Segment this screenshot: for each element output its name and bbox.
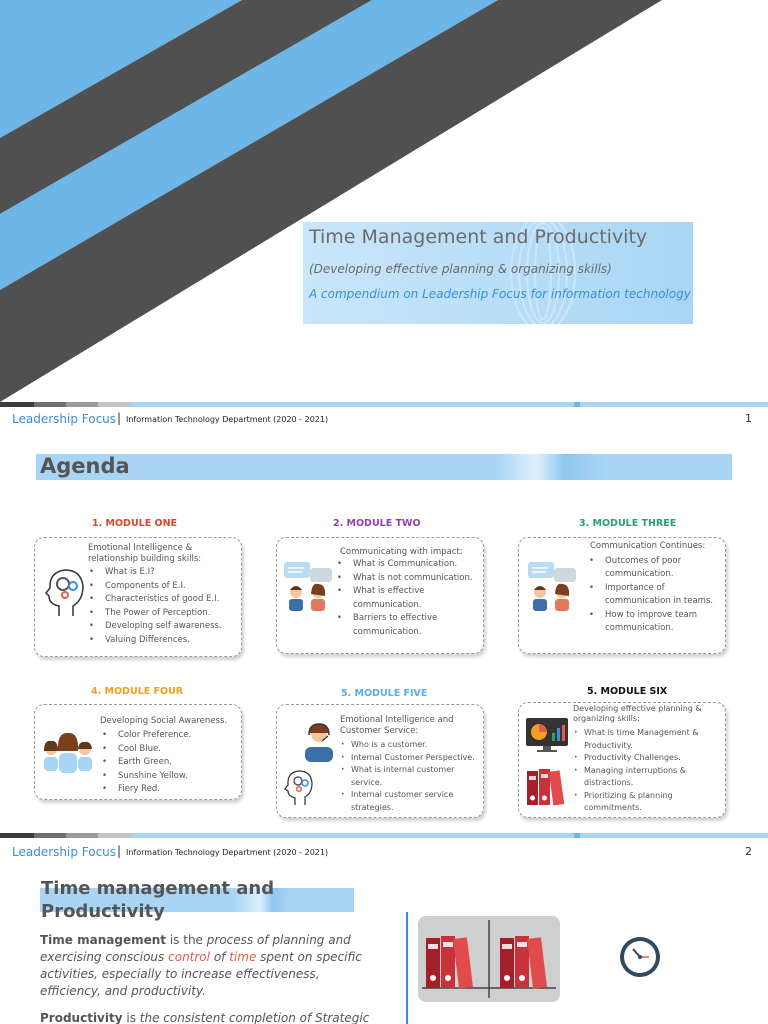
list-item: • What is time Management & Productivity. [573,727,725,752]
highlight-control: control [168,950,210,964]
list-item: • What is not communication. [335,572,483,586]
list-item: • What is effective communication. [335,585,483,612]
presentation-subtitle: (Developing effective planning & organizing skills) [309,262,612,276]
module-one-card [34,537,242,657]
customer-service-icon [299,721,339,763]
module-five-title: 5. MODULE FIVE [341,688,428,699]
conversation-people-icon [282,560,336,614]
agenda-slide [0,430,768,832]
title-slide [0,0,768,402]
list-item: • Cool Blue. [100,743,240,757]
module-five-lead: Emotional Intelligence and Customer Service: [340,715,454,736]
module-five-list [340,739,485,814]
footer-separator: | [117,844,122,858]
module-three-card [518,537,726,654]
agenda-title: Agenda [40,454,130,478]
term: Productivity [40,1011,123,1024]
conversation-people-icon [526,560,580,614]
slide-footer [0,410,768,430]
team-people-icon [39,729,97,775]
footer-separator: | [117,411,122,425]
list-item: • Outcomes of poor communication. [587,555,727,582]
module-six-lead: Developing effective planning & organizing skills: [573,704,702,723]
list-item: • What is E.I? [87,566,242,580]
list-item: • Importance of communication in teams. [587,582,727,609]
dashboard-monitor-icon [525,717,569,753]
module-three-title: 3. MODULE THREE [579,518,677,529]
productivity-definition: Productivity is the consistent completion of Strategic [40,1011,370,1024]
footer-brand: Leadership Focus [12,412,117,426]
section-title: Time management and Productivity [41,878,275,922]
module-four-list [100,729,240,797]
module-three-list [587,555,727,635]
presentation-tagline: A compendium on Leadership Focus for information technology [309,287,691,301]
module-six-title: 5. MODULE SIX [587,686,668,697]
term: Time management [40,933,167,947]
module-one-lead: Emotional Intelligence & relationship building skills: [88,543,202,564]
module-two-list [335,558,483,639]
footer-department: Information Technology Department (2020 - 2021) [126,848,329,857]
module-five-card [276,704,484,818]
list-item: • Characteristics of good E.I. [87,593,242,607]
module-two-lead: Communicating with impact: [340,547,463,557]
list-item: • Prioritizing & planning commitments. [573,790,725,815]
list-item: • What is Communication. [335,558,483,572]
highlight-time: time [229,950,257,964]
module-three-lead: Communication Continues: [590,541,706,551]
module-two-card [276,537,484,654]
binders-icon [418,916,560,1002]
list-item: • Fiery Red. [100,783,240,797]
time-management-slide [0,860,768,1024]
list-item: • Valuing Differences. [87,634,242,648]
list-item: • Earth Green. [100,756,240,770]
list-item: • How to improve team communication. [587,609,727,636]
list-item: • Who is a customer. [340,739,485,752]
module-six-card [518,702,726,818]
list-item: • Internal customer service strategies. [340,789,485,814]
list-item: • Color Preference. [100,729,240,743]
list-item: • Components of E.I. [87,580,242,594]
agenda-header-bar [36,454,732,480]
footer-brand: Leadership Focus [12,845,117,859]
list-item: • Developing self awareness. [87,620,242,634]
list-item: • Internal Customer Perspective. [340,752,485,765]
footer-stripe [0,833,768,838]
head-gears-icon [43,566,89,618]
module-four-card [34,704,242,800]
binders-image [418,916,560,1002]
list-item: • Barriers to effective communication. [335,612,483,639]
clock-icon [618,935,662,979]
module-one-list [87,566,242,647]
divider-line [406,912,408,1024]
footer-stripe [0,402,768,407]
footer-department: Information Technology Department (2020 - 2021) [126,415,329,424]
list-item: • Managing interruptions & distractions. [573,765,725,790]
page-number: 2 [745,845,752,858]
list-item: • The Power of Perception. [87,607,242,621]
diagonal-stripes-graphic [0,0,768,402]
title-box [303,222,693,324]
module-six-list [573,727,725,815]
module-two-title: 2. MODULE TWO [333,518,421,529]
list-item: • Productivity Challenges. [573,752,725,765]
list-item: • What is internal customer service. [340,764,485,789]
module-one-title: 1. MODULE ONE [92,518,178,529]
list-item: • Sunshine Yellow. [100,770,240,784]
head-gears-icon [283,767,315,807]
time-management-definition: Time management is the process of planning and exercising conscious control of time spent on specific activities, especially to increase effectiveness, efficiency, and productivity. [40,933,362,998]
binders-icon [525,767,569,807]
module-four-lead: Developing Social Awareness. [100,716,228,726]
module-four-title: 4. MODULE FOUR [91,686,184,697]
presentation-title: Time Management and Productivity [309,226,648,248]
page-number: 1 [745,412,752,425]
